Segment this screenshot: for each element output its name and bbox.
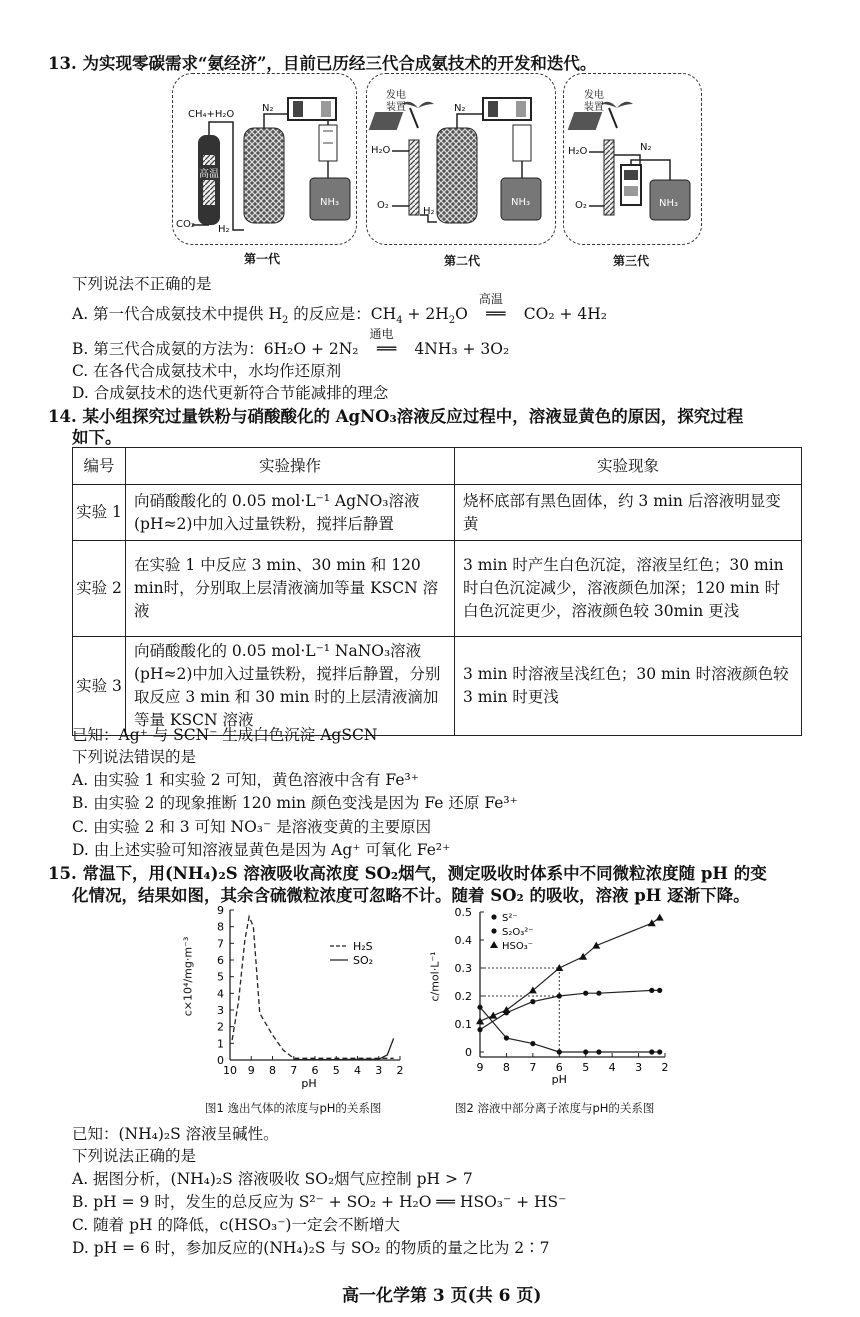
chart2-point-circle [583, 991, 588, 996]
chart2-point-circle [530, 999, 535, 1004]
chart2-point-circle [583, 1049, 588, 1054]
chart1-x-tick-label: 5 [332, 1064, 340, 1077]
q13-option-a: A. 第一代合成氨技术中提供 $H_2$ 的反应是：$CH_4 + 2H_2O$ 高温 ══ CO₂ + 4H₂ [72, 292, 607, 327]
q13-option-d: D. 合成氨技术的迭代更新符合节能减排的理念 [72, 384, 389, 402]
label-h2-2: H₂ [423, 206, 435, 217]
chart1-x-tick-label: 7 [290, 1064, 298, 1077]
q13-stem: 13. 为实现零碳需求“氨经济”，目前已历经三代合成氨技术的开发和迭代。 [48, 54, 597, 73]
chart1-legend-label: SO₂ [353, 954, 374, 967]
solar-panel-3 [568, 112, 603, 130]
label-nh3-1: NH₃ [320, 197, 340, 208]
label-n2-2: N₂ [454, 103, 466, 114]
label-nh3-3: NH₃ [659, 198, 679, 209]
chart2-legend-label: S²⁻ [502, 913, 518, 924]
label-power-2a: 发电 [386, 90, 406, 101]
q15-stem-line2: 化情况，结果如图，其余含硫微粒浓度可忽略不计。随着 SO₂ 的吸收，溶液 pH 逐渐下降。 [72, 886, 750, 905]
q13-option-c: C. 在各代合成氨技术中，水均作还原剂 [72, 362, 342, 380]
q14-prompt: 下列说法错误的是 [72, 748, 197, 766]
chart2-x-tick-label: 3 [635, 1061, 643, 1074]
chart2-x-tick-label: 9 [476, 1061, 484, 1074]
q13-option-b: B. 第三代合成氨的方法为：6H₂O + 2N₂ 通电 ══ 4NH₃ + 3O₂ [72, 327, 510, 358]
label-n2-3: N₂ [640, 142, 652, 153]
chart2-x-tick-label: 8 [502, 1061, 510, 1074]
header-id: 编号 [73, 448, 126, 485]
chart2-legend-label: HSO₃⁻ [502, 941, 534, 952]
gen1-label: 第一代 [244, 252, 281, 266]
chart2-y-tick-label: 0 [465, 1046, 472, 1059]
q14-option-d: D. 由上述实验可知溶液显黄色是因为 Ag⁺ 可氧化 Fe²⁺ [72, 841, 451, 859]
label-o2-3: O₂ [575, 200, 587, 211]
q14-stem-line1: 14. 某小组探究过量铁粉与硝酸酸化的 AgNO₃溶液反应过程中，溶液显黄色的原因，探究过程 [48, 407, 744, 426]
chart2-point-circle [596, 1049, 601, 1054]
chart1-y-tick-label: 2 [217, 1020, 224, 1034]
chart2-point-triangle [476, 1017, 484, 1024]
label-h2-1: H₂ [218, 224, 230, 235]
chart2-point-circle [649, 988, 654, 993]
label-power-2b: 装置 [386, 102, 406, 113]
chart2-point-circle [557, 1049, 562, 1054]
chart2-point-triangle [648, 919, 656, 926]
chart2-legend-marker [490, 941, 498, 948]
label-ch4-h2o: CH₄+H₂O [188, 109, 235, 120]
reactor-tank [244, 128, 284, 223]
chart2-point-circle [649, 1049, 654, 1054]
chart1-y-tick-label: 6 [217, 954, 224, 967]
chart1-x-tick-label: 3 [375, 1064, 383, 1077]
chart1-x-tick-label: 9 [247, 1064, 255, 1077]
q14-option-a: A. 由实验 1 和实验 2 可知，黄色溶液中含有 Fe³⁺ [72, 771, 419, 789]
chart1-x-tick-label: 8 [269, 1064, 276, 1077]
q14-option-b: B. 由实验 2 的现象推断 120 min 颜色变浅是因为 Fe 还原 Fe³⁺ [72, 794, 518, 812]
label-n2-1: N₂ [262, 103, 274, 114]
row2-observation: 3 min 时产生白色沉淀，溶液呈红色；30 min 时白色沉淀减少，溶液颜色加深；120 min 时白色沉淀更少，溶液颜色较 30min 更浅 [455, 541, 802, 637]
chart2-point-circle [596, 991, 601, 996]
chart1-y-tick-label: 8 [217, 920, 224, 934]
page-footer: 高一化学第 3 页(共 6 页) [342, 1286, 542, 1306]
chart1-y-tick-label: 9 [217, 904, 224, 917]
electrolyzer-2 [409, 140, 419, 215]
chart2-legend-label: S₂O₃²⁻ [502, 927, 534, 938]
chart2-x-tick-label: 5 [582, 1061, 590, 1074]
q14-option-c: C. 由实验 2 和 3 可知 NO₃⁻ 是溶液变黄的主要原因 [72, 818, 432, 836]
chart2-legend-marker [491, 914, 496, 919]
cond-gaowen: 高温 [478, 292, 503, 306]
q15-option-d: D. pH = 6 时，参加反应的(NH₄)₂S 与 SO₂ 的物质的量之比为 2∶7 [72, 1239, 550, 1257]
gen2-label: 第二代 [444, 254, 481, 268]
chart1-y-tick-label: 4 [217, 987, 224, 1001]
reactor-tank-2 [437, 128, 477, 223]
chart1-y-tick-label: 0 [217, 1054, 224, 1067]
row2-operation: 在实验 1 中反应 3 min、30 min 和 120 min时，分别取上层清液滴加等量 KSCN 溶液 [126, 541, 455, 637]
label-h2o-2: H₂O [371, 145, 391, 156]
chart2-x-tick-label: 2 [661, 1061, 669, 1074]
chart2-y-tick-label: 0.1 [454, 1018, 472, 1031]
row1-operation: 向硝酸酸化的 0.05 mol·L⁻¹ AgNO₃溶液(pH≈2)中加入过量铁粉，搅拌后静置 [126, 485, 455, 541]
chart2-x-label: pH [551, 1073, 567, 1086]
chart2-x-tick-label: 4 [608, 1061, 616, 1074]
chart-ion-concentration [440, 900, 680, 1095]
q15-option-a: A. 据图分析，(NH₄)₂S 溶液吸收 SO₂烟气应控制 pH > 7 [72, 1170, 473, 1188]
chart2-point-triangle [502, 1006, 510, 1013]
chart2-point-circle [657, 988, 662, 993]
chart2-point-triangle [656, 914, 664, 921]
ammonia-synthesis-diagram [0, 0, 860, 280]
chart2-point-circle [477, 1027, 482, 1032]
row3-observation: 3 min 时溶液呈浅红色；30 min 时溶液颜色较 3 min 时更浅 [455, 637, 802, 736]
header-observation: 实验现象 [455, 448, 802, 485]
chart2-point-circle [477, 1005, 482, 1010]
experiment-table [72, 447, 802, 736]
chart1-x-label: pH [301, 1077, 317, 1090]
chart2-legend-marker [491, 928, 496, 933]
row3-operation: 向硝酸酸化的 0.05 mol·L⁻¹ NaNO₃溶液(pH≈2)中加入过量铁粉，搅拌后静置，分别取反应 3 min 和 30 min 时的上层清液滴加等量 KSCN 溶液 [126, 637, 455, 736]
chart2-y-tick-label: 0.3 [454, 962, 472, 975]
solar-panel-2 [369, 112, 404, 130]
chart2-point-circle [657, 1049, 662, 1054]
row1-observation: 烧杯底部有黑色固体，约 3 min 后溶液明显变黄 [455, 485, 802, 541]
label-nh3-2: NH₃ [511, 197, 531, 208]
cond-tongdian: 通电 [369, 327, 394, 341]
chart2-point-circle [557, 993, 562, 998]
header-operation: 实验操作 [126, 448, 455, 485]
q13-prompt: 下列说法不正确的是 [72, 275, 212, 293]
chart2-y-tick-label: 0.2 [454, 990, 472, 1003]
chart1-x-tick-label: 2 [396, 1064, 404, 1077]
row3-id: 实验 3 [73, 637, 126, 736]
chart2-point-triangle [489, 1012, 497, 1019]
chart2-x-tick-label: 6 [555, 1061, 563, 1074]
chart1-y-tick-label: 7 [217, 937, 224, 951]
q15-option-b: B. pH = 9 时，发生的总反应为 S²⁻ + SO₂ + H₂O ══ HSO₃⁻ + HS⁻ [72, 1193, 567, 1211]
label-h2o-3: H₂O [568, 146, 588, 157]
gen3-label: 第三代 [613, 254, 650, 268]
q15-option-c: C. 随着 pH 的降低，c(HSO₃⁻)一定会不断增大 [72, 1216, 400, 1234]
chart1-title: 图1 逸出气体的浓度与pH的关系图 [205, 1101, 382, 1115]
chart1-y-tick-label: 5 [217, 970, 224, 984]
chart2-point-circle [504, 1035, 509, 1040]
row1-id: 实验 1 [73, 485, 126, 541]
chart-gas-concentration [195, 900, 415, 1095]
chart1-ylabel: c×10⁴/mg·m⁻³ [181, 936, 195, 1017]
chart2-y-tick-label: 0.5 [454, 906, 472, 919]
chart1-x-tick-label: 10 [223, 1064, 237, 1077]
chart2-title: 图2 溶液中部分离子浓度与pH的关系图 [455, 1101, 655, 1115]
chart1-x-tick-label: 6 [311, 1064, 319, 1077]
label-o2-2: O₂ [377, 200, 389, 211]
electrolyzer-3 [604, 140, 614, 215]
label-power-3a: 发电 [584, 90, 604, 101]
q15-prompt: 下列说法正确的是 [72, 1147, 197, 1165]
label-power-3b: 装置 [584, 102, 604, 113]
chart1-y-tick-label: 3 [217, 1004, 224, 1017]
chart2-ylabel: c/mol·L⁻¹ [428, 951, 442, 1002]
q14-stem-line2: 如下。 [72, 428, 122, 447]
chart1-x-tick-label: 4 [354, 1064, 361, 1077]
q15-stem-line1: 15. 常温下，用(NH₄)₂S 溶液吸收高浓度 SO₂烟气，测定吸收时体系中不同微粒浓度随 pH 的变 [48, 864, 767, 883]
chart2-y-tick-label: 0.4 [454, 934, 472, 947]
chart1-series-h2s [232, 917, 394, 1059]
q15-known: 已知：(NH₄)₂S 溶液呈碱性。 [72, 1125, 279, 1143]
chart2-point-circle [530, 1041, 535, 1046]
chart1-y-tick-label: 1 [217, 1037, 224, 1051]
q14-known: 已知：Ag⁺ 与 SCN⁻ 生成白色沉淀 AgSCN [72, 726, 378, 744]
label-co2: CO₂ [176, 219, 195, 230]
chart2-x-tick-label: 7 [529, 1061, 537, 1074]
chart1-legend-label: H₂S [353, 940, 373, 953]
label-gaowen: 高温 [199, 165, 219, 180]
row2-id: 实验 2 [73, 541, 126, 637]
